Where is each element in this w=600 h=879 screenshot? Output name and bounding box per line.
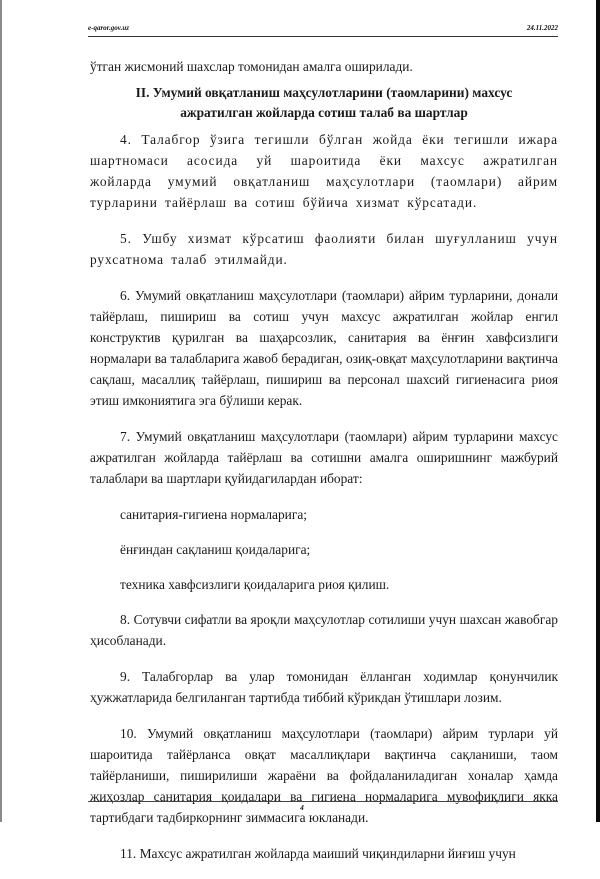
continuation-text: ўтган жисмоний шахслар томонидан амалга оширилади. bbox=[90, 59, 413, 74]
paragraph-5: 5. Ушбу хизмат кўрсатиш фаолияти билан шуғулланиш учун рухсатнома талаб этилмайди. bbox=[90, 231, 558, 267]
paragraph-11: 11. Махсус ажратилган жойларда маиший чиқиндиларни йиғиш учун bbox=[120, 846, 516, 861]
list-item: ёнғиндан сақланиш қоидаларига; bbox=[120, 542, 311, 557]
header-divider bbox=[88, 36, 558, 37]
paragraph-9: 9. Талабгорлар ва улар томонидан ёлланган ходимлар қонунчилик ҳужжатларида белгиланган тартибда тиббий кўрикдан ўтишлари лозим. bbox=[90, 669, 558, 705]
section-heading: II. Умумий овқатланиш маҳсулотларини (таомларини) махсус ажратилган жойларда сотиш талаб ва шартлар bbox=[135, 85, 513, 120]
paragraph-10: 10. Умумий овқатланиш маҳсулотлари (таомлари) айрим турлари уй шароитида тайёрланса овқат масаллиқлари вақтинча сақланиши, таом тайёрланиши, пиширилиши жараёни ва фойдаланиладиган хоналар ҳамда жиҳозлар санитария қоидалари ва гигиена нормаларига мувофиқлиги якка тартибдаги тадбиркорнинг зиммасига юкланади. bbox=[90, 726, 558, 825]
page-number: 4 bbox=[300, 804, 304, 812]
page-edge-border bbox=[596, 0, 600, 822]
page-header bbox=[88, 24, 558, 36]
list-item: санитария-гигиена нормаларига; bbox=[120, 507, 307, 522]
paragraph-6: 6. Умумий овқатланиш маҳсулотлари (таомлари) айрим турларини, донали тайёрлаш, пишириш ва сотиш учун махсус ажратилган жойлар енгил конструктив қурилган ва шаҳарсозлик, санитария ва ёнғин хавфсизлиги нормалари ва талабларига жавоб берадиган, озиқ-овқат маҳсулотларини вақтинча сақлаш, масаллиқ тайёрлаш, пишириш ва персонал шахсий гигиенасига риоя этиш имкониятига эга бўлиши керак. bbox=[90, 288, 558, 408]
header-date: 24.11.2022 bbox=[526, 24, 558, 32]
footer-divider bbox=[88, 801, 558, 802]
paragraph-4: 4. Талабгор ўзига тегишли бўлган жойда ёки тегишли ижара шартномаси асосида уй шароитида ёки махсус ажратилган жойларда умумий овқатланиш маҳсулотлари (таомлари) айрим турларини тайёрлаш ва сотиш бўйича хизмат кўрсатади. bbox=[90, 132, 558, 210]
list-item: техника хавфсизлиги қоидаларига риоя қилиш. bbox=[120, 577, 390, 592]
header-site: e-qaror.gov.uz bbox=[88, 24, 129, 32]
paragraph-7: 7. Умумий овқатланиш маҳсулотлари (таомлари) айрим турларини махсус ажратилган жойларда тайёрлаш ва сотишни амалга оширишнинг мажбурий талаблари ва шартлари қуйидагилардан иборат: bbox=[90, 429, 558, 486]
paragraph-8: 8. Сотувчи сифатли ва яроқли маҳсулотлар сотилиши учун шахсан жавобгар ҳисобланади. bbox=[90, 612, 558, 648]
document-body bbox=[90, 56, 558, 879]
